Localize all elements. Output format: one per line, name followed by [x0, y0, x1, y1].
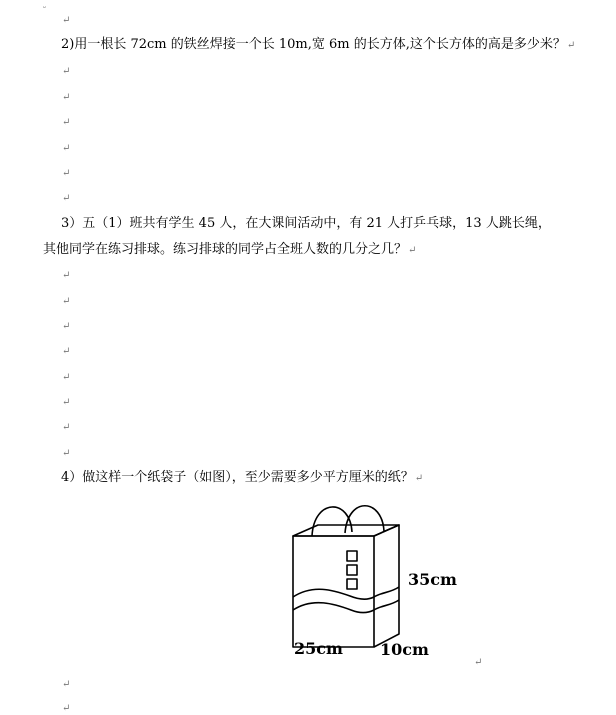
question-3-line-1 [61, 212, 551, 236]
paragraph-mark: ↵ [566, 40, 576, 51]
bag-square-1 [347, 551, 357, 561]
width-label: 10cm [380, 640, 429, 659]
page-corner-mark: ˽ [43, 0, 46, 8]
paragraph-mark: ↵ [62, 346, 71, 357]
bag-wave-1 [293, 589, 374, 599]
paragraph-mark: ↵ [62, 372, 71, 383]
question-2-text: 2)用一根长 72cm 的铁丝焊接一个长 10m,宽 6m 的长方体,这个长方体的高是多少米？ [61, 37, 566, 52]
paragraph-mark: ↵ [62, 92, 71, 103]
paragraph-mark: ↵ [408, 245, 417, 256]
paragraph-mark: ↵ [62, 15, 71, 26]
height-label: 35cm [408, 570, 457, 589]
bag-square-2 [347, 565, 357, 575]
bag-handle-right [345, 506, 384, 533]
length-label: 25cm [294, 639, 343, 658]
bag-handle-left [312, 507, 352, 536]
question-4-text: 4）做这样一个纸袋子（如图），至少需要多少平方厘米的纸？ [61, 470, 414, 485]
paragraph-mark: ↵ [62, 143, 71, 154]
question-3-line-2 [43, 238, 416, 263]
paragraph-mark: ↵ [62, 679, 71, 690]
paragraph-mark: ↵ [414, 473, 424, 484]
question-4 [61, 466, 423, 491]
paragraph-mark: ↵ [62, 168, 71, 179]
paragraph-mark: ↵ [62, 448, 71, 459]
paragraph-mark: ↵ [62, 397, 71, 408]
paragraph-mark: ↵ [474, 657, 483, 668]
bag-side-face [374, 525, 399, 647]
question-2 [61, 33, 575, 58]
question-3-text-line-2: 其他同学在练习排球。练习排球的同学占全班人数的几分之几？ [43, 242, 408, 257]
question-3-text-line-1: 3）五（1）班共有学生 45 人，在大课间活动中，有 21 人打乒乓球，13 人跳长绳， [61, 216, 551, 231]
paragraph-mark: ↵ [62, 703, 71, 714]
paragraph-mark: ↵ [62, 296, 71, 307]
paragraph-mark: ↵ [62, 422, 71, 433]
bag-wave-2 [293, 603, 374, 613]
paragraph-mark: ↵ [62, 193, 71, 204]
bag-side-wave-2 [374, 600, 399, 610]
paragraph-mark: ↵ [62, 321, 71, 332]
paragraph-mark: ↵ [62, 117, 71, 128]
paragraph-mark: ↵ [62, 270, 71, 281]
bag-square-3 [347, 579, 357, 589]
paragraph-mark: ↵ [62, 66, 71, 77]
bag-side-wave-1 [374, 587, 399, 597]
